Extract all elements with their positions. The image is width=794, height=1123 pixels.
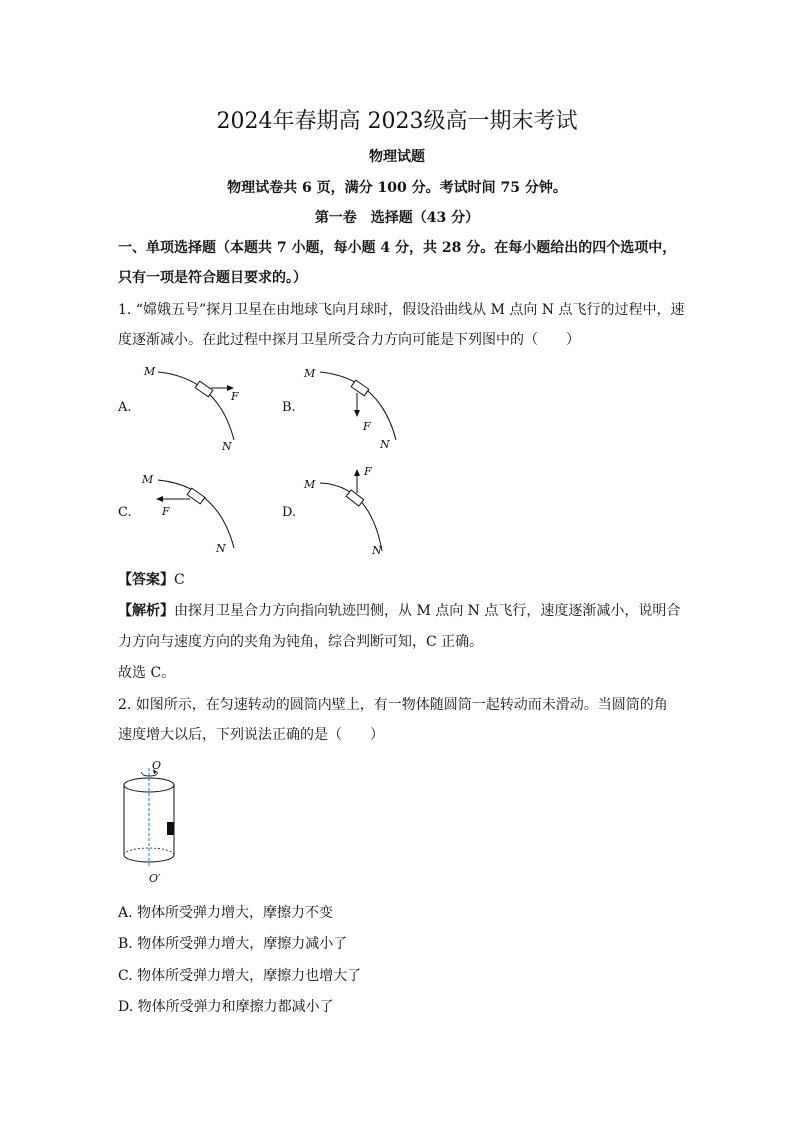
section-heading-line2: 只有一项是符合题目要求的。）: [118, 270, 307, 286]
q1-option-a-label: A.: [118, 400, 132, 415]
q1-figure-d: [300, 463, 420, 558]
label-m: M: [304, 478, 316, 491]
q2-option-a: A. 物体所受弹力增大，摩擦力不变: [118, 905, 334, 921]
section-heading-line1: 一、单项选择题（本题共 7 小题，每小题 4 分，共 28 分。在每小题给出的四个选项中，: [118, 240, 677, 256]
label-o: O: [152, 759, 162, 772]
q1-answer: [118, 570, 678, 590]
q1-option-c-label: C.: [118, 505, 132, 520]
q1-stem-line2: 度逐渐减小。在此过程中探月卫星所受合力方向可能是下列图中的（ ）: [118, 332, 580, 348]
q2-stem-line1: 2. 如图所示，在匀速转动的圆筒内壁上，有一物体随圆筒一起转动而未滑动。当圆筒的角: [118, 697, 668, 713]
label-n: N: [222, 440, 232, 453]
q1-analysis-line2: 力方向与速度方向的夹角为钝角，综合判断可知，C 正确。: [118, 634, 484, 650]
label-f: F: [231, 390, 239, 403]
exam-title: 2024年春期高 2023级高一期末考试: [216, 109, 578, 134]
q2-cylinder-figure: [112, 758, 202, 888]
q1-option-d-label: D.: [282, 505, 297, 520]
q1-figure-a: [138, 360, 258, 455]
exam-info: 物理试卷共 6 页，满分 100 分。考试时间 75 分钟。: [227, 180, 567, 196]
answer-value: C: [174, 572, 185, 588]
q1-conclusion: 故选 C。: [118, 665, 176, 681]
q1-option-b-label: B.: [282, 400, 296, 415]
label-f: F: [363, 420, 371, 433]
label-m: M: [144, 365, 156, 378]
subject-title: 物理试题: [369, 149, 425, 165]
q1-figure-c: [138, 468, 258, 563]
q2-option-b: B. 物体所受弹力增大，摩擦力减小了: [118, 936, 348, 952]
analysis-text: 由探月卫星合力方向指向轨迹凹侧，从 M 点向 N 点飞行，速度逐渐减小，说明合: [174, 603, 681, 619]
label-o-prime: O′: [149, 872, 161, 885]
q2-option-c: C. 物体所受弹力增大，摩擦力也增大了: [118, 968, 362, 984]
label-f: F: [162, 505, 170, 518]
analysis-tag: 【解析】: [118, 603, 174, 619]
label-n: N: [380, 438, 390, 451]
label-m: M: [142, 473, 154, 486]
answer-tag: 【答案】: [118, 572, 174, 588]
q2-stem-line2: 速度增大以后，下列说法正确的是（ ）: [118, 727, 384, 743]
label-n: N: [372, 544, 382, 557]
q2-option-d: D. 物体所受弹力和摩擦力都减小了: [118, 999, 334, 1015]
label-f: F: [364, 465, 372, 478]
label-m: M: [304, 367, 316, 380]
q1-analysis-line1: [118, 601, 681, 621]
part-heading: 第一卷 选择题（43 分）: [314, 210, 480, 226]
q1-stem-line1: 1. “嫦娥五号”探月卫星在由地球飞向月球时，假设沿曲线从 M 点向 N 点飞行的过程中，速: [118, 302, 685, 318]
label-n: N: [216, 542, 226, 555]
q1-figure-b: [300, 360, 420, 455]
